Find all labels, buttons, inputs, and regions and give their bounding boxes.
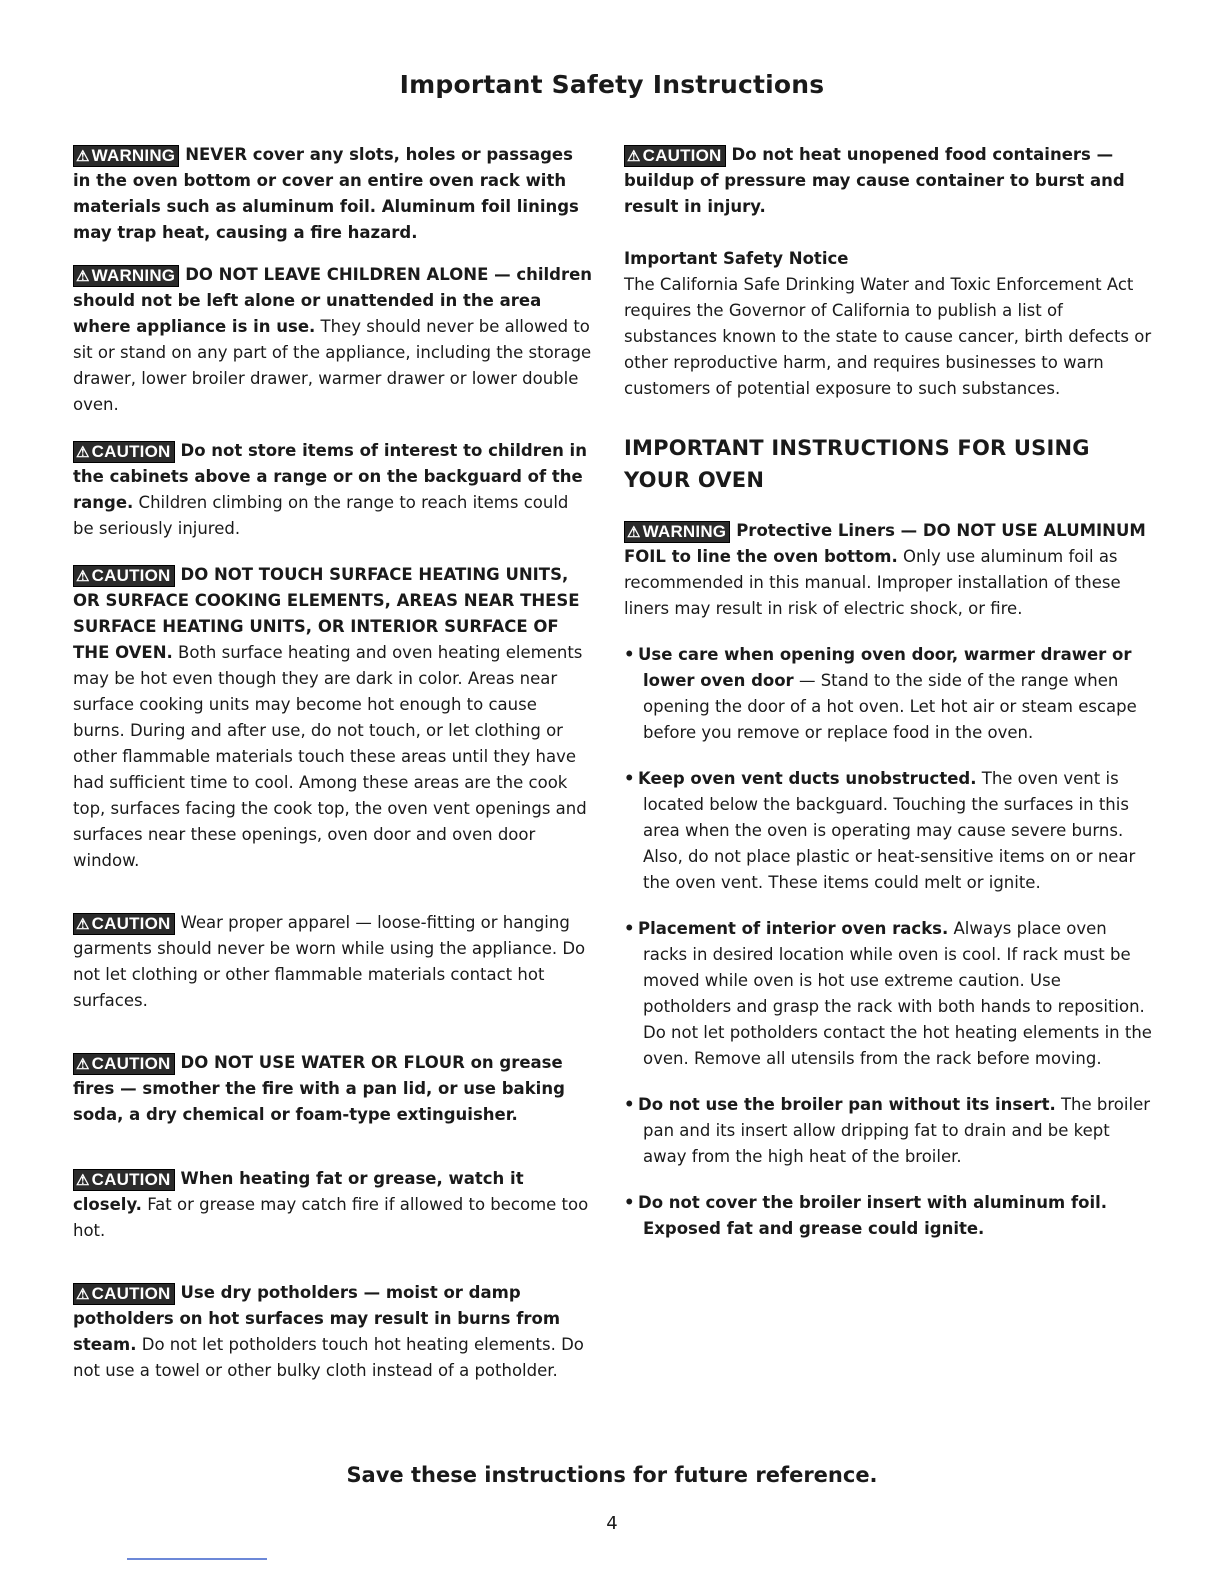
safety-notice-heading: Important Safety Notice bbox=[624, 249, 849, 268]
warning-badge: ⚠ WARNING bbox=[73, 265, 179, 287]
caution-badge: ⚠ CAUTION bbox=[73, 1053, 175, 1075]
warning-triangle-icon: ⚠ bbox=[76, 444, 90, 461]
warning-block-children: ⚠ WARNING DO NOT LEAVE CHILDREN ALONE — children should not be left alone or unattended in the area where appliance is in use. They should never be allowed to sit or stand on any part of the appliance, including the storage drawer, lower broiler drawer, warmer drawer or lower double oven. bbox=[73, 265, 593, 414]
warning-triangle-icon: ⚠ bbox=[627, 148, 641, 165]
caution-badge: ⚠ CAUTION bbox=[73, 1169, 175, 1191]
page-number: 4 bbox=[606, 1513, 618, 1534]
bullet-icon: • bbox=[624, 919, 635, 938]
bullet-icon: • bbox=[624, 645, 635, 664]
warning-triangle-icon: ⚠ bbox=[76, 268, 90, 285]
caution-badge: ⚠ CAUTION bbox=[73, 1283, 175, 1305]
list-item: • Placement of interior oven racks. Always place oven racks in desired location while oven is cool. If rack must be moved while oven is hot use extreme caution. Use potholders and grasp the rack with both hands to reposition. Do not let potholders contact the hot heating elements in the oven. Remove all utensils from the rack before moving. bbox=[624, 916, 1154, 1072]
warning-triangle-icon: ⚠ bbox=[76, 916, 90, 933]
caution-block-apparel: ⚠ CAUTION Wear proper apparel — loose-fitting or hanging garments should never be worn while using the appliance. Do not let clothing or other flammable materials contact hot surfaces. bbox=[73, 913, 586, 1010]
left-column bbox=[73, 142, 593, 1384]
caution-block-fat: ⚠ CAUTION When heating fat or grease, watch it closely. Fat or grease may catch fire if allowed to become too hot. bbox=[73, 1169, 589, 1240]
list-item: • Keep oven vent ducts unobstructed. The oven vent is located below the backguard. Touching the surfaces in this area when the oven is operating may cause severe burns. Also, do not place plastic or heat-sensitive items on or near the oven vent. These items could melt or ignite. bbox=[624, 766, 1154, 896]
footer-note: Save these instructions for future reference. bbox=[346, 1463, 878, 1487]
caution-block-surface-heating: ⚠ CAUTION DO NOT TOUCH SURFACE HEATING UNITS, OR SURFACE COOKING ELEMENTS, AREAS NEAR THESE SURFACE HEATING UNITS, OR INTERIOR SURFACE OF THE OVEN. Both surface heating and oven heating elements may be hot even though they are dark in color. Areas near surface cooking units may become hot enough to cause burns. During and after use, do not touch, or let clothing or other flammable materials touch these areas until they have had sufficient time to cool. Among these areas are the cook top, surfaces facing the cook top, the oven vent openings and surfaces near these openings, oven door and oven door window. bbox=[73, 565, 587, 870]
divider bbox=[127, 1558, 267, 1560]
caution-block-cabinets: ⚠ CAUTION Do not store items of interest to children in the cabinets above a range or on the backguard of the range. Children climbing on the range to reach items could be seriously injured. bbox=[73, 441, 587, 538]
bullet-icon: • bbox=[624, 1193, 635, 1212]
caution-badge: ⚠ CAUTION bbox=[624, 145, 726, 167]
caution-block-potholders: ⚠ CAUTION Use dry potholders — moist or damp potholders on hot surfaces may result in burns from steam. Do not let potholders touch hot heating elements. Do not use a towel or other bulky cloth instead of a potholder. bbox=[73, 1283, 584, 1380]
safety-notice-body: The California Safe Drinking Water and Toxic Enforcement Act requires the Governor of California to publish a list of substances known to the state to cause cancer, birth defects or other reproductive harm, and requires businesses to warn customers of potential exposure to such substances. bbox=[624, 275, 1152, 398]
warning-triangle-icon: ⚠ bbox=[76, 148, 90, 165]
oven-instructions-heading: IMPORTANT INSTRUCTIONS FOR USING YOUR OVEN bbox=[624, 436, 1090, 492]
warning-triangle-icon: ⚠ bbox=[76, 568, 90, 585]
warning-badge: ⚠ WARNING bbox=[73, 145, 179, 167]
page-title: Important Safety Instructions bbox=[399, 70, 825, 99]
bullet-icon: • bbox=[624, 1095, 635, 1114]
list-item: • Use care when opening oven door, warmer drawer or lower oven door — Stand to the side of the range when opening the door of a hot oven. Let hot air or steam escape before you remove or replace food in the oven. bbox=[624, 642, 1154, 746]
warning-badge: ⚠ WARNING bbox=[624, 521, 730, 543]
bullet-icon: • bbox=[624, 769, 635, 788]
warning-triangle-icon: ⚠ bbox=[76, 1056, 90, 1073]
caution-block-grease-fires: ⚠ CAUTION DO NOT USE WATER OR FLOUR on grease fires — smother the fire with a pan lid, or use baking soda, a dry chemical or foam-type extinguisher. bbox=[73, 1053, 565, 1124]
list-item: • Do not use the broiler pan without its insert. The broiler pan and its insert allow dripping fat to drain and be kept away from the high heat of the broiler. bbox=[624, 1092, 1154, 1170]
caution-badge: ⚠ CAUTION bbox=[73, 441, 175, 463]
list-item: • Do not cover the broiler insert with aluminum foil. Exposed fat and grease could ignite. bbox=[624, 1190, 1154, 1242]
caution-block-containers: ⚠ CAUTION Do not heat unopened food containers — buildup of pressure may cause container to burst and result in injury. bbox=[624, 145, 1125, 216]
warning-triangle-icon: ⚠ bbox=[627, 524, 641, 541]
right-column bbox=[624, 142, 1154, 1242]
warning-block-liners: ⚠ WARNING Protective Liners — DO NOT USE ALUMINUM FOIL to line the oven bottom. Only use aluminum foil as recommended in this manual. Improper installation of these liners may result in risk of electric shock, or fire. bbox=[624, 521, 1146, 618]
warning-triangle-icon: ⚠ bbox=[76, 1286, 90, 1303]
caution-badge: ⚠ CAUTION bbox=[73, 565, 175, 587]
warning-triangle-icon: ⚠ bbox=[76, 1172, 90, 1189]
warning-block-foil: ⚠ WARNING NEVER cover any slots, holes or passages in the oven bottom or cover an entire oven rack with materials such as aluminum foil. Aluminum foil linings may trap heat, causing a fire hazard. bbox=[73, 145, 579, 242]
caution-badge: ⚠ CAUTION bbox=[73, 913, 175, 935]
